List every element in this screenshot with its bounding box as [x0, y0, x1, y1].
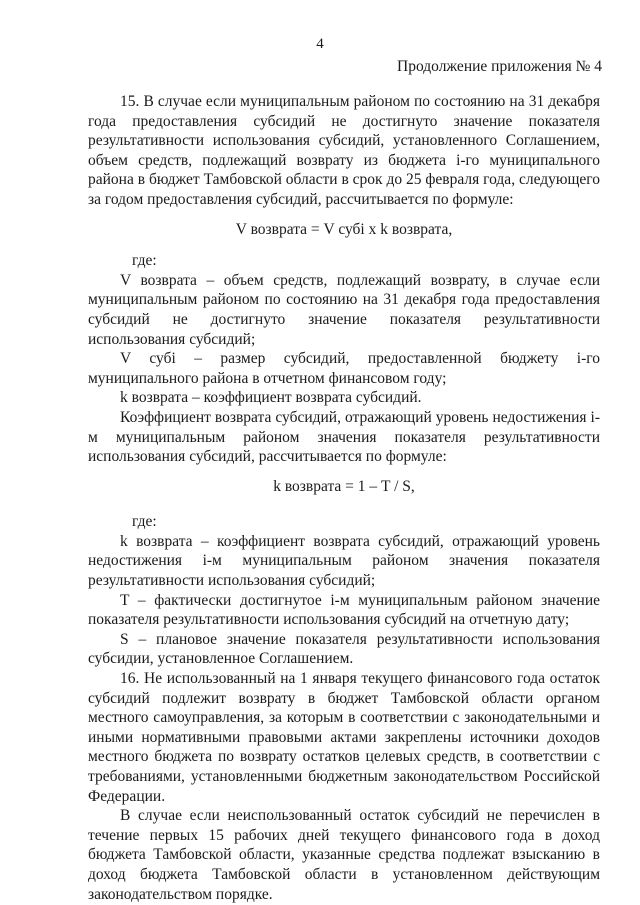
- definition-v-sub: V субi – размер субсидий, предоставленной бюджету i-го муниципального района в отчетном финансовом году;: [88, 350, 600, 387]
- appendix-note: Продолжение приложения № 4: [397, 58, 602, 75]
- definition-k: k возврата – коэффициент возврата субсидий.: [120, 389, 422, 407]
- document-body: [88, 92, 600, 904]
- where-label: где:: [132, 252, 157, 270]
- formula-v-return: V возврата = V субi x k возврата,: [235, 220, 453, 238]
- paragraph-15: 15. В случае если муниципальным районом по состоянию на 31 декабря года предоставления субсидий не достигнуто значение показателя результативности использования субсидий, установленного Соглашением, объем средств, подлежащий возврату из бюджета i-го муниципального района в бюджет Тамбовской области в срок до 25 февраля года, следующего за годом предоставления субсидий, рассчитывается по формуле:: [88, 93, 600, 208]
- paragraph-16: 16. Не использованный на 1 января текущего финансового года остаток субсидий подлежит возврату в бюджет Тамбовской области органом местного самоуправления, за которым в соответствии с законодательными и иными нормативными правовыми актами закреплены источники доходов местного бюджета по возврату остатков целевых средств, в соответствии с требованиями, установленными бюджетным законодательством Российской Федерации.: [88, 670, 600, 805]
- formula-k-return: k возврата = 1 – T / S,: [273, 477, 415, 495]
- definition-t: T – фактически достигнутое i-м муниципальным районом значение показателя результативности использования субсидий на отчетную дату;: [88, 591, 600, 629]
- definition-v-return: V возврата – объем средств, подлежащий возврату, в случае если муниципальным районом по состоянию на 31 декабря года предоставления субсидий не достигнуто значение показателя результативности использования субсидий;: [88, 271, 600, 348]
- definition-k-2: k возврата – коэффициент возврата субсидий, отражающий уровень недостижения i-м муниципальным районом значения показателя результативности использования субсидий;: [88, 532, 600, 590]
- definition-s: S – плановое значение показателя результативности использования субсидии, установленное Соглашением.: [88, 630, 600, 668]
- coefficient-intro: Коэффициент возврата субсидий, отражающий уровень недостижения i-м муниципальным районом значения показателя результативности использования субсидий, рассчитывается по формуле:: [88, 408, 600, 466]
- page-number: 4: [316, 36, 324, 52]
- where-label-2: где:: [132, 513, 157, 531]
- paragraph-last: В случае если неиспользованный остаток субсидий не перечислен в течение первых 15 рабочих дней текущего финансового года в доход бюджета Тамбовской области, указанные средства подлежат взысканию в доход бюджета Тамбовской области в установленном действующим законодательством порядке.: [88, 807, 600, 903]
